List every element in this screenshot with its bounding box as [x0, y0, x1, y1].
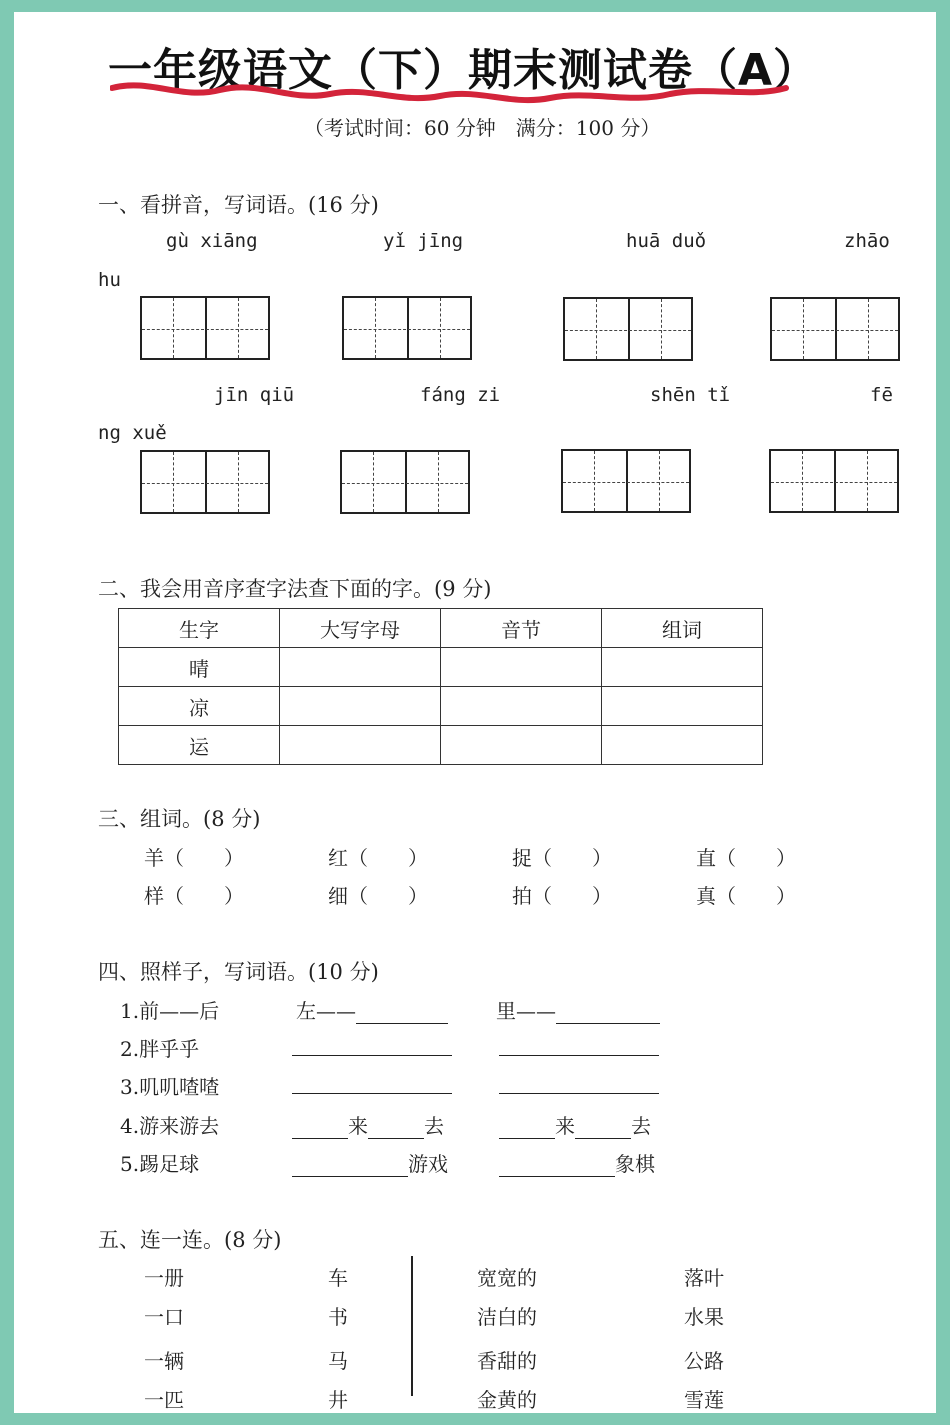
answer-line[interactable]	[499, 1148, 655, 1177]
answer-line[interactable]	[292, 1148, 448, 1177]
match-item[interactable]: 一册	[144, 1266, 184, 1290]
match-item[interactable]: 洁白的	[477, 1305, 537, 1329]
word-blank[interactable]: 样（ ）	[144, 884, 244, 908]
writing-grid[interactable]	[340, 450, 470, 514]
table-row	[119, 648, 763, 687]
pinyin: shēn tǐ	[650, 384, 731, 406]
match-item[interactable]: 井	[328, 1388, 348, 1412]
example-label: 3.叽叽喳喳	[120, 1075, 220, 1099]
table-cell-blank[interactable]	[280, 648, 441, 687]
answer-word: 游戏	[408, 1152, 448, 1176]
writing-grid[interactable]	[769, 449, 899, 513]
exam-page	[14, 12, 936, 1413]
answer-line[interactable]	[296, 995, 448, 1024]
section-2-heading: 二、我会用音序查字法查下面的字。(9 分)	[98, 577, 492, 601]
answer-line[interactable]	[292, 1033, 452, 1056]
word-blank[interactable]: 红（ ）	[328, 846, 428, 870]
pinyin: yǐ jīng	[383, 230, 464, 252]
writing-grid[interactable]	[140, 450, 270, 514]
word-blank[interactable]: 捉（ ）	[512, 846, 612, 870]
match-item[interactable]: 马	[328, 1349, 348, 1373]
answer-word: 象棋	[615, 1152, 655, 1176]
table-cell-blank[interactable]	[441, 648, 602, 687]
pinyin: fē	[870, 384, 893, 406]
answer-line[interactable]	[292, 1071, 452, 1094]
answer-prefix: 左——	[296, 999, 356, 1023]
table-cell-char: 运	[119, 726, 280, 765]
match-item[interactable]: 落叶	[684, 1266, 724, 1290]
answer-line[interactable]	[496, 995, 660, 1024]
lookup-table	[118, 608, 763, 765]
match-item[interactable]: 一口	[144, 1305, 184, 1329]
writing-grid[interactable]	[342, 296, 472, 360]
match-item[interactable]: 公路	[684, 1349, 724, 1373]
answer-word: 来	[348, 1114, 368, 1138]
answer-word: 去	[424, 1114, 444, 1138]
pinyin: fáng zi	[420, 384, 501, 406]
answer-prefix: 里——	[496, 999, 556, 1023]
table-cell-char: 凉	[119, 687, 280, 726]
word-blank[interactable]: 直（ ）	[696, 846, 796, 870]
answer-line[interactable]	[499, 1071, 659, 1094]
table-cell-blank[interactable]	[602, 648, 763, 687]
example-label: 2.胖乎乎	[120, 1037, 200, 1061]
answer-word: 来	[555, 1114, 575, 1138]
table-cell-char: 晴	[119, 648, 280, 687]
pinyin: zhāo	[844, 230, 890, 252]
example-label: 4.游来游去	[120, 1114, 220, 1138]
match-item[interactable]: 水果	[684, 1305, 724, 1329]
table-row	[119, 726, 763, 765]
match-item[interactable]: 雪莲	[684, 1388, 724, 1412]
pinyin-wrap: ng xuě	[98, 422, 167, 444]
page-title: 一年级语文（下）期末测试卷（A）	[108, 45, 819, 96]
table-cell-blank[interactable]	[441, 726, 602, 765]
writing-grid[interactable]	[770, 297, 900, 361]
table-header: 大写字母	[280, 609, 441, 648]
word-blank[interactable]: 真（ ）	[696, 884, 796, 908]
example-label: 1.前——后	[120, 999, 220, 1023]
writing-grid[interactable]	[140, 296, 270, 360]
writing-grid[interactable]	[563, 297, 693, 361]
pinyin: gù xiāng	[166, 230, 258, 252]
table-row	[119, 687, 763, 726]
table-cell-blank[interactable]	[602, 726, 763, 765]
match-item[interactable]: 宽宽的	[477, 1266, 537, 1290]
section-1-heading: 一、看拼音，写词语。(16 分)	[98, 193, 379, 217]
table-header: 组词	[602, 609, 763, 648]
answer-line[interactable]	[499, 1110, 651, 1139]
pinyin-wrap: hu	[98, 269, 121, 291]
table-header-row	[119, 609, 763, 648]
title-underline-wave	[110, 74, 790, 108]
section-3-heading: 三、组词。(8 分)	[98, 807, 261, 831]
section-5-heading: 五、连一连。(8 分)	[98, 1228, 282, 1252]
match-item[interactable]: 书	[328, 1305, 348, 1329]
column-divider	[411, 1256, 413, 1396]
match-item[interactable]: 一匹	[144, 1388, 184, 1412]
table-cell-blank[interactable]	[280, 726, 441, 765]
answer-word: 去	[631, 1114, 651, 1138]
writing-grid[interactable]	[561, 449, 691, 513]
match-item[interactable]: 一辆	[144, 1349, 184, 1373]
exam-info: （考试时间：60 分钟 满分：100 分）	[304, 116, 661, 140]
word-blank[interactable]: 拍（ ）	[512, 884, 612, 908]
section-4-heading: 四、照样子，写词语。(10 分)	[98, 960, 379, 984]
match-item[interactable]: 车	[328, 1266, 348, 1290]
example-label: 5.踢足球	[120, 1152, 200, 1176]
pinyin: jīn qiū	[214, 384, 295, 406]
table-cell-blank[interactable]	[602, 687, 763, 726]
table-header: 生字	[119, 609, 280, 648]
table-cell-blank[interactable]	[280, 687, 441, 726]
word-blank[interactable]: 细（ ）	[328, 884, 428, 908]
table-header: 音节	[441, 609, 602, 648]
match-item[interactable]: 香甜的	[477, 1349, 537, 1373]
match-item[interactable]: 金黄的	[477, 1388, 537, 1412]
answer-line[interactable]	[292, 1110, 444, 1139]
answer-line[interactable]	[499, 1033, 659, 1056]
word-blank[interactable]: 羊（ ）	[144, 846, 244, 870]
pinyin: huā duǒ	[626, 230, 707, 252]
table-cell-blank[interactable]	[441, 687, 602, 726]
